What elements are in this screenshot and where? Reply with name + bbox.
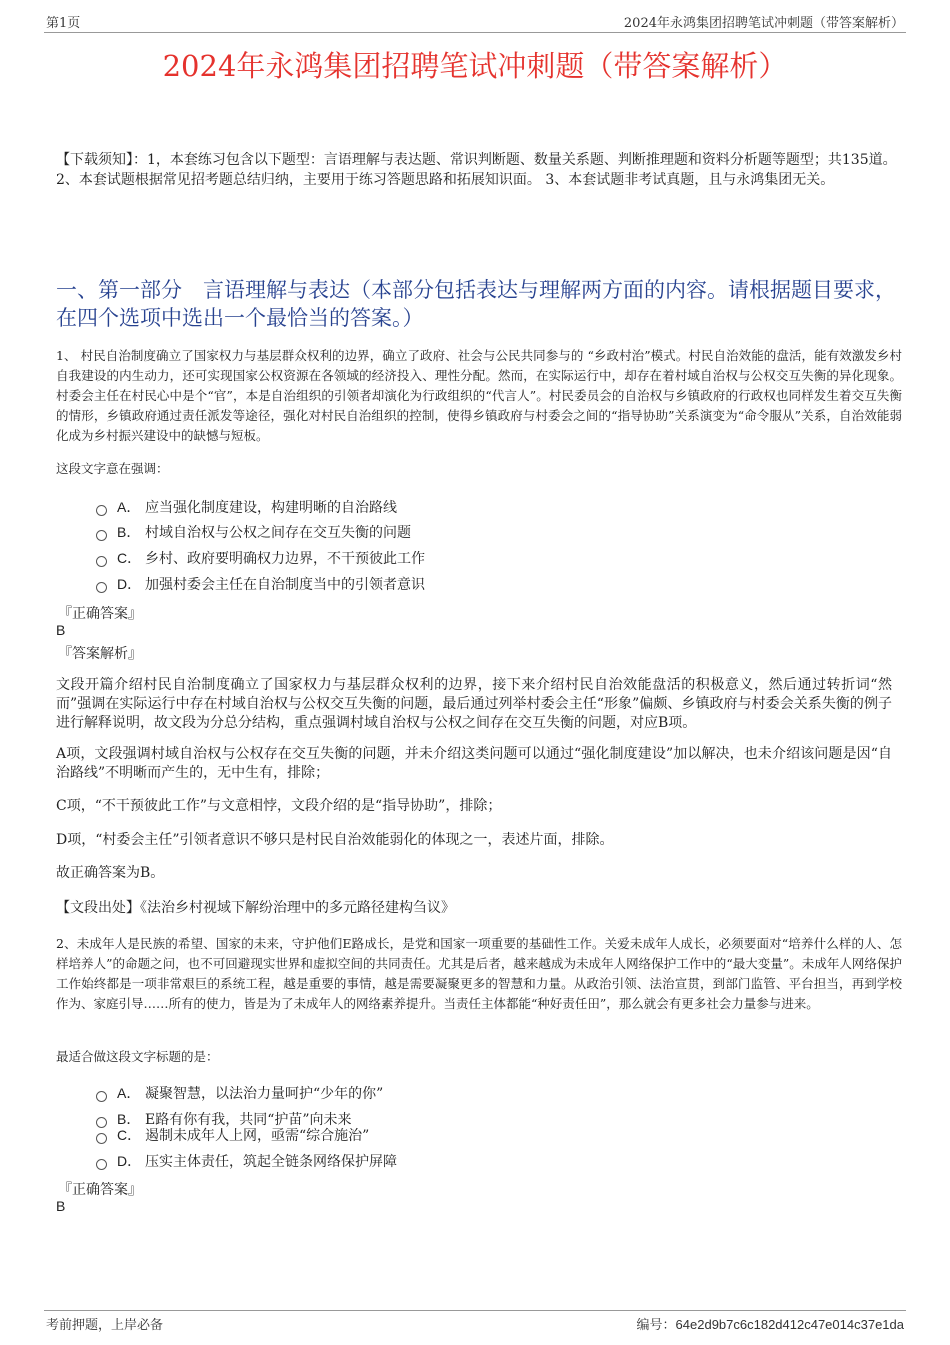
radio-icon[interactable] — [96, 505, 107, 516]
header-doc-title: 2024年永鸿集团招聘笔试冲刺题（带答案解析） — [623, 16, 904, 31]
page-title: 2024年永鸿集团招聘笔试冲刺题（带答案解析） — [162, 49, 788, 83]
footer-code: 编号：64e2d9b7c6c182d412c47e014c37e1da — [636, 1317, 904, 1333]
radio-icon[interactable] — [96, 1091, 107, 1102]
source-citation: 【文段出处】《法治乡村视域下解纷治理中的多元路径建构刍议》 — [56, 900, 455, 916]
question-2-option-c[interactable]: C． 遏制未成年人上网，亟需“综合施治” — [96, 1125, 369, 1146]
question-1-answer-label: 『正确答案』 — [58, 606, 142, 622]
question-1-text: 1、 村民自治制度确立了国家权力与基层群众权利的边界，确立了政府、社会与公民共同参与的 “乡政村治”模式。村民自治效能的盘活，能有效激发乡村自我建设的内生动力，还可实现国家公权资源在各领域的经济投入、理性分配。然而，在实际运行中，却存在着村域自治权与公权交互失衡的异化现象。村委会主任在村民心中是个“官”，本是自治组织的引领者却演化为行政组织的“代言人”。村民委员会的自治权与乡镇政府的行政权也同样发生着交互失衡的情形，乡镇政府通过责任派发等途径，强化对村民自治组织的控制，使得乡镇政府与村委会之间的“指导协助”关系演变为“命令服从”关系，自治效能弱化成为乡村振兴建设中的缺憾与短板。 — [56, 348, 902, 443]
question-1-prompt: 这段文字意在强调： — [56, 461, 169, 476]
question-2-text: 2、未成年人是民族的希望、国家的未来，守护他们E路成长，是党和国家一项重要的基础性工作。关爱未成年人成长，必须要面对“培养什么样的人、怎样培养人”的命题之问，也不可回避现实世界和虚拟空间的共同责任。尤其是后者，越来越成为未成年人网络保护工作中的“最大变量”。未成年人网络保护工作始终都是一项非常艰巨的系统工程，越是重要的事情，越是需要凝聚更多的智慧和力量。从政治引领、法治宣贯，到部门监管、平台担当，再到学校作为、家庭引导……所有的使力，皆是为了未成年人的网络素养提升。当责任主体都能“种好责任田”，那么就会有更多社会力量参与进来。 — [56, 936, 902, 1011]
question-2-prompt: 最适合做这段文字标题的是： — [56, 1049, 219, 1064]
question-2-option-d[interactable]: D． 压实主体责任，筑起全链条网络保护屏障 — [96, 1151, 397, 1172]
analysis-paragraph: C项，“不干预彼此工作”与文意相悖，文段介绍的是“指导协助”，排除； — [56, 798, 502, 814]
question-1-option-b[interactable]: B． 村域自治权与公权之间存在交互失衡的问题 — [96, 522, 411, 543]
section-heading: 一、第一部分 言语理解与表达（本部分包括表达与理解两方面的内容。请根据题目要求，在四个选项中选出一个最恰当的答案。） — [56, 278, 896, 330]
question-2-answer-label: 『正确答案』 — [58, 1182, 142, 1198]
radio-icon[interactable] — [96, 1133, 107, 1144]
question-1-option-a[interactable]: A． 应当强化制度建设，构建明晰的自治路线 — [96, 497, 397, 518]
footer-slogan: 考前押题，上岸必备 — [46, 1318, 164, 1333]
radio-icon[interactable] — [96, 556, 107, 567]
question-1-analysis-label: 『答案解析』 — [58, 646, 142, 662]
analysis-paragraph: 文段开篇介绍村民自治制度确立了国家权力与基层群众权利的边界，接下来介绍村民自治效能盘活的积极意义，然后通过转折词“然而”强调在实际运行中存在村域自治权与公权交互失衡的问题，最后通过列举村委会主任“形象”偏颇、乡镇政府与村委会关系失衡的例子进行解释说明，故文段为分总分结构，重点强调村域自治权与公权之间存在交互失衡的问题，对应B项。 — [56, 677, 892, 731]
question-2-option-b[interactable]: B． E路有你有我，共同“护苗”向未来 — [96, 1109, 352, 1130]
analysis-paragraph: D项，“村委会主任”引领者意识不够只是村民自治效能弱化的体现之一，表述片面，排除。 — [56, 832, 614, 848]
analysis-paragraph: A项，文段强调村域自治权与公权存在交互失衡的问题，并未介绍这类问题可以通过“强化制度建设”加以解决，也未介绍该问题是因“自治路线”不明晰而产生的，无中生有，排除； — [56, 746, 892, 781]
analysis-paragraph: 故正确答案为B。 — [56, 865, 165, 881]
radio-icon[interactable] — [96, 1159, 107, 1170]
question-2-option-a[interactable]: A． 凝聚智慧，以法治力量呵护“少年的你” — [96, 1083, 383, 1104]
question-1-answer: B — [56, 622, 66, 638]
question-2-answer: B — [56, 1198, 66, 1214]
question-1-option-d[interactable]: D． 加强村委会主任在自治制度当中的引领者意识 — [96, 574, 425, 595]
question-1-option-c[interactable]: C． 乡村、政府要明确权力边界，不干预彼此工作 — [96, 548, 425, 569]
radio-icon[interactable] — [96, 530, 107, 541]
download-notice: 【下载须知】：1，本套练习包含以下题型：言语理解与表达题、常识判断题、数量关系题、判断推理题和资料分析题等题型；共135道。 2、本套试题根据常见招考题总结归纳，主要用于练习答题思路和拓展知识面。 3、本套试题非考试真题，且与永鸿集团无关。 — [56, 152, 897, 188]
radio-icon[interactable] — [96, 582, 107, 593]
page-number: 第1页 — [46, 16, 81, 31]
footer-divider — [44, 1310, 906, 1311]
header-divider — [44, 32, 906, 33]
